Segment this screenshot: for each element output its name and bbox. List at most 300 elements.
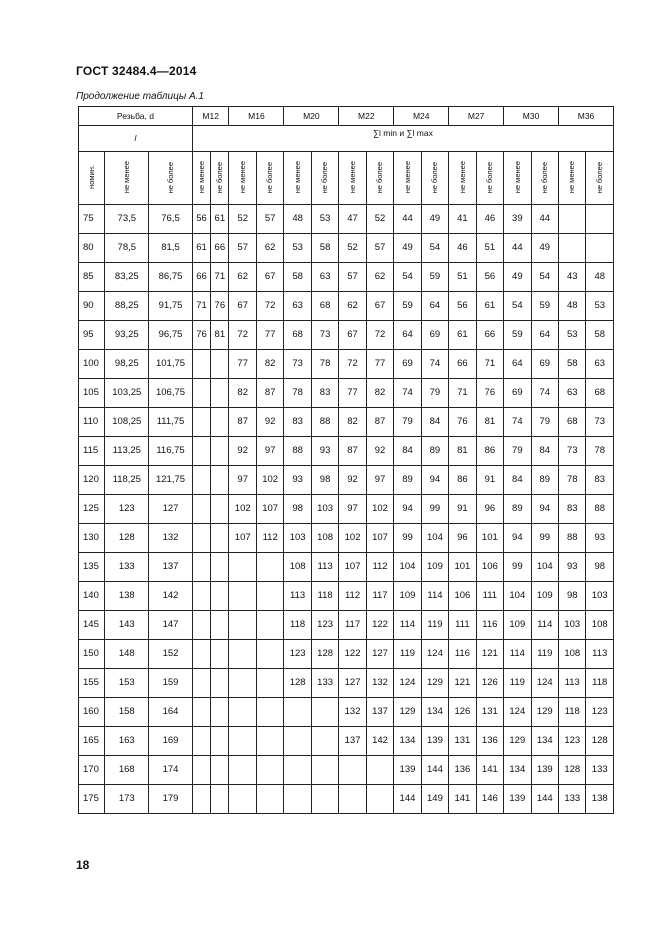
table-cell: 175 [79,785,105,814]
table-cell [211,582,229,611]
table-cell: 81 [211,321,229,350]
table-cell [311,785,338,814]
table-cell: 97 [256,437,283,466]
table-caption: Продолжение таблицы А.1 [76,91,204,102]
table-row [79,640,614,669]
table-cell: 158 [105,698,149,727]
table-cell: 62 [366,263,393,292]
table-cell: 76,5 [149,205,193,234]
page-number: 18 [76,858,90,872]
table-cell [192,553,210,582]
table-cell: 59 [531,292,558,321]
table-cell: 125 [79,495,105,524]
table-cell: 89 [531,466,558,495]
table-cell: 47 [339,205,366,234]
table-cell: 102 [366,495,393,524]
table-cell: 132 [366,669,393,698]
col-min-m24: не менее [394,152,421,205]
table-cell: 155 [79,669,105,698]
table-cell [256,785,283,814]
table-cell: 130 [79,524,105,553]
table-cell: 54 [394,263,421,292]
table-row [79,321,614,350]
table-cell: 129 [394,698,421,727]
table-cell [586,205,614,234]
table-cell: 52 [339,234,366,263]
table-cell: 134 [531,727,558,756]
table-cell: 44 [531,205,558,234]
table-cell: 91 [476,466,503,495]
table-cell: 76 [211,292,229,321]
table-cell: 86,75 [149,263,193,292]
table-cell: 78 [586,437,614,466]
table-cell: 78,5 [105,234,149,263]
table-cell: 108 [586,611,614,640]
table-body [79,205,614,814]
table-cell: 87 [256,379,283,408]
table-cell [366,785,393,814]
table-cell [256,698,283,727]
table-cell: 133 [586,756,614,785]
table-cell: 124 [531,669,558,698]
table-cell: 94 [504,524,531,553]
table-cell: 58 [284,263,311,292]
table-cell [211,408,229,437]
table-cell: 116,75 [149,437,193,466]
table-cell: 119 [504,669,531,698]
table-cell: 43 [559,263,586,292]
table-cell: 52 [366,205,393,234]
table-cell: 160 [79,698,105,727]
table-cell: 128 [586,727,614,756]
table-cell: 99 [531,524,558,553]
table-cell [256,611,283,640]
table-cell: 96 [476,495,503,524]
table-cell: 140 [79,582,105,611]
table-cell: 64 [421,292,448,321]
table-cell [211,350,229,379]
table-cell: 71 [449,379,476,408]
table-cell: 67 [366,292,393,321]
table-cell: 124 [421,640,448,669]
table-cell: 142 [366,727,393,756]
table-cell: 101,75 [149,350,193,379]
table-cell: 119 [531,640,558,669]
table-cell: 63 [559,379,586,408]
table-cell [229,785,256,814]
table-cell: 141 [476,756,503,785]
size-m36: M36 [559,107,614,126]
table-cell: 114 [421,582,448,611]
table-cell: 102 [256,466,283,495]
table-cell: 123 [311,611,338,640]
table-cell: 68 [586,379,614,408]
table-cell: 67 [339,321,366,350]
table-cell: 49 [421,205,448,234]
table-cell: 81 [449,437,476,466]
table-cell: 94 [421,466,448,495]
table-cell: 59 [504,321,531,350]
table-cell: 73 [311,321,338,350]
col-min-m36: не менее [559,152,586,205]
table-cell: 98 [311,466,338,495]
table-cell: 81,5 [149,234,193,263]
table-cell: 128 [105,524,149,553]
table-cell [211,466,229,495]
table-cell [284,698,311,727]
table-cell: 159 [149,669,193,698]
table-cell: 107 [339,553,366,582]
table-cell: 84 [504,466,531,495]
table-cell: 116 [449,640,476,669]
table-cell: 138 [105,582,149,611]
table-cell [256,756,283,785]
table-cell: 103 [311,495,338,524]
table-cell: 114 [504,640,531,669]
table-cell: 79 [421,379,448,408]
table-cell: 133 [559,785,586,814]
table-cell: 123 [586,698,614,727]
table-cell: 68 [284,321,311,350]
table-cell: 57 [256,205,283,234]
table-cell: 120 [79,466,105,495]
table-cell: 108 [311,524,338,553]
table-cell: 144 [531,785,558,814]
table-cell: 173 [105,785,149,814]
table-cell: 108 [559,640,586,669]
table-cell: 170 [79,756,105,785]
table-cell: 56 [192,205,210,234]
table-cell: 73,5 [105,205,149,234]
table-cell: 135 [79,553,105,582]
table-cell: 133 [105,553,149,582]
table-cell: 139 [531,756,558,785]
table-cell [256,553,283,582]
table-cell: 51 [476,234,503,263]
col-min-m20: не менее [284,152,311,205]
table-cell: 44 [504,234,531,263]
table-cell: 57 [229,234,256,263]
table-cell [339,756,366,785]
table-row [79,263,614,292]
table-cell: 103 [559,611,586,640]
table-cell [211,669,229,698]
table-cell [211,379,229,408]
table-cell: 96 [449,524,476,553]
table-cell: 76 [192,321,210,350]
table-cell: 117 [339,611,366,640]
table-cell: 58 [586,321,614,350]
table-cell: 54 [421,234,448,263]
table-cell: 94 [531,495,558,524]
table-cell: 118 [586,669,614,698]
table-cell: 124 [394,669,421,698]
table-cell [229,698,256,727]
table-cell: 44 [394,205,421,234]
table-cell: 78 [284,379,311,408]
table-cell: 83 [559,495,586,524]
table-cell: 128 [559,756,586,785]
table-cell: 134 [421,698,448,727]
table-cell: 39 [504,205,531,234]
table-cell: 169 [149,727,193,756]
table-cell: 88,25 [105,292,149,321]
col-l-max: не более [149,152,193,205]
table-cell: 74 [421,350,448,379]
table-cell: 66 [449,350,476,379]
table-cell: 121,75 [149,466,193,495]
table-cell: 69 [504,379,531,408]
table-cell: 106 [449,582,476,611]
table-cell: 92 [366,437,393,466]
table-cell: 68 [311,292,338,321]
table-cell: 66 [476,321,503,350]
table-cell: 93 [311,437,338,466]
table-cell: 132 [339,698,366,727]
table-cell: 61 [449,321,476,350]
table-cell: 69 [531,350,558,379]
table-cell: 97 [366,466,393,495]
table-cell: 123 [284,640,311,669]
table-cell [211,727,229,756]
table-cell: 98 [586,553,614,582]
table-cell: 69 [394,350,421,379]
table-cell: 113 [311,553,338,582]
data-table [78,106,614,814]
size-m22: M22 [339,107,394,126]
table-cell: 52 [229,205,256,234]
table-cell: 75 [79,205,105,234]
table-cell: 116 [476,611,503,640]
col-max-m16: не более [256,152,283,205]
table-cell: 58 [311,234,338,263]
table-cell [284,785,311,814]
table-cell: 142 [149,582,193,611]
table-cell [192,698,210,727]
table-cell: 63 [284,292,311,321]
table-cell: 98 [284,495,311,524]
table-cell [229,640,256,669]
table-cell: 73 [586,408,614,437]
table-cell: 78 [559,466,586,495]
col-min-m16: не менее [229,152,256,205]
table-cell: 144 [421,756,448,785]
table-cell [192,669,210,698]
table-cell: 104 [504,582,531,611]
table-cell: 129 [421,669,448,698]
table-cell: 83,25 [105,263,149,292]
table-cell: 109 [531,582,558,611]
table-cell [256,582,283,611]
table-cell: 67 [229,292,256,321]
table-cell: 85 [79,263,105,292]
table-cell: 102 [229,495,256,524]
table-cell: 118,25 [105,466,149,495]
table-cell [559,205,586,234]
table-cell: 124 [504,698,531,727]
header-row-sizes [79,107,614,126]
table-cell: 122 [339,640,366,669]
table-row [79,408,614,437]
table-cell: 64 [531,321,558,350]
table-cell: 96,75 [149,321,193,350]
table-cell: 179 [149,785,193,814]
table-cell: 137 [366,698,393,727]
table-cell: 103 [586,582,614,611]
table-cell: 99 [421,495,448,524]
table-cell: 119 [421,611,448,640]
table-cell: 82 [366,379,393,408]
table-cell: 79 [504,437,531,466]
table-cell: 112 [366,553,393,582]
table-cell: 164 [149,698,193,727]
table-cell: 77 [366,350,393,379]
col-l-min: не менее [105,152,149,205]
table-cell: 97 [229,466,256,495]
table-cell [229,669,256,698]
table-row [79,205,614,234]
table-cell: 101 [449,553,476,582]
table-cell: 56 [449,292,476,321]
table-cell: 48 [586,263,614,292]
table-cell: 88 [586,495,614,524]
table-cell [256,727,283,756]
table-row [79,350,614,379]
table-cell [256,669,283,698]
table-cell [211,611,229,640]
table-cell [339,785,366,814]
table-cell: 67 [256,263,283,292]
table-cell: 78 [311,350,338,379]
table-cell: 131 [476,698,503,727]
col-max-m30: не более [531,152,558,205]
table-cell: 89 [421,437,448,466]
table-cell: 53 [311,205,338,234]
table-cell: 148 [105,640,149,669]
table-cell [211,437,229,466]
table-cell: 123 [105,495,149,524]
table-cell: 56 [476,263,503,292]
table-cell [211,756,229,785]
table-cell: 77 [256,321,283,350]
table-cell: 147 [149,611,193,640]
table-cell: 61 [192,234,210,263]
table-cell: 144 [394,785,421,814]
table-row [79,379,614,408]
table-cell: 106,75 [149,379,193,408]
table-cell: 119 [394,640,421,669]
table-cell: 100 [79,350,105,379]
col-max-m12: не более [211,152,229,205]
table-cell: 113,25 [105,437,149,466]
table-cell [256,640,283,669]
table-cell: 89 [394,466,421,495]
table-cell [192,785,210,814]
col-max-m22: не более [366,152,393,205]
table-cell: 46 [476,205,503,234]
table-row [79,292,614,321]
table-cell: 79 [394,408,421,437]
table-cell: 113 [559,669,586,698]
table-cell: 49 [531,234,558,263]
table-cell: 108 [284,553,311,582]
table-row [79,524,614,553]
table-row [79,611,614,640]
table-cell: 139 [421,727,448,756]
table-cell: 83 [284,408,311,437]
table-cell: 114 [531,611,558,640]
table-cell: 48 [559,292,586,321]
table-cell: 74 [531,379,558,408]
table-cell: 86 [449,466,476,495]
table-cell: 49 [394,234,421,263]
table-cell: 93 [284,466,311,495]
table-cell: 107 [256,495,283,524]
table-cell: 134 [504,756,531,785]
table-cell: 113 [586,640,614,669]
table-cell: 53 [284,234,311,263]
table-cell [211,698,229,727]
table-cell: 153 [105,669,149,698]
table-cell: 82 [256,350,283,379]
table-cell [229,727,256,756]
table-cell: 72 [229,321,256,350]
table-cell [192,495,210,524]
table-cell: 61 [211,205,229,234]
table-cell [311,727,338,756]
table-cell [366,756,393,785]
table-cell: 103,25 [105,379,149,408]
table-row [79,553,614,582]
table-cell: 145 [79,611,105,640]
col-nominal: номин. [79,152,105,205]
table-cell: 132 [149,524,193,553]
table-cell: 129 [531,698,558,727]
table-cell: 87 [366,408,393,437]
table-cell: 108,25 [105,408,149,437]
table-cell: 90 [79,292,105,321]
table-cell [311,698,338,727]
table-cell: 139 [394,756,421,785]
table-cell: 134 [394,727,421,756]
table-cell: 106 [476,553,503,582]
table-cell [229,611,256,640]
table-row [79,698,614,727]
table-cell: 84 [531,437,558,466]
table-cell: 72 [339,350,366,379]
table-cell: 72 [256,292,283,321]
table-cell: 87 [339,437,366,466]
col-min-m12: не менее [192,152,210,205]
table-row [79,437,614,466]
table-cell: 41 [449,205,476,234]
table-cell: 73 [559,437,586,466]
table-cell [192,408,210,437]
table-cell: 99 [394,524,421,553]
table-cell: 51 [449,263,476,292]
table-cell: 136 [476,727,503,756]
table-cell: 123 [559,727,586,756]
table-cell: 92 [256,408,283,437]
table-cell: 77 [229,350,256,379]
table-cell: 63 [311,263,338,292]
table-cell: 88 [311,408,338,437]
table-cell [192,756,210,785]
table-cell: 103 [284,524,311,553]
table-cell: 146 [476,785,503,814]
table-cell: 149 [421,785,448,814]
table-row [79,234,614,263]
